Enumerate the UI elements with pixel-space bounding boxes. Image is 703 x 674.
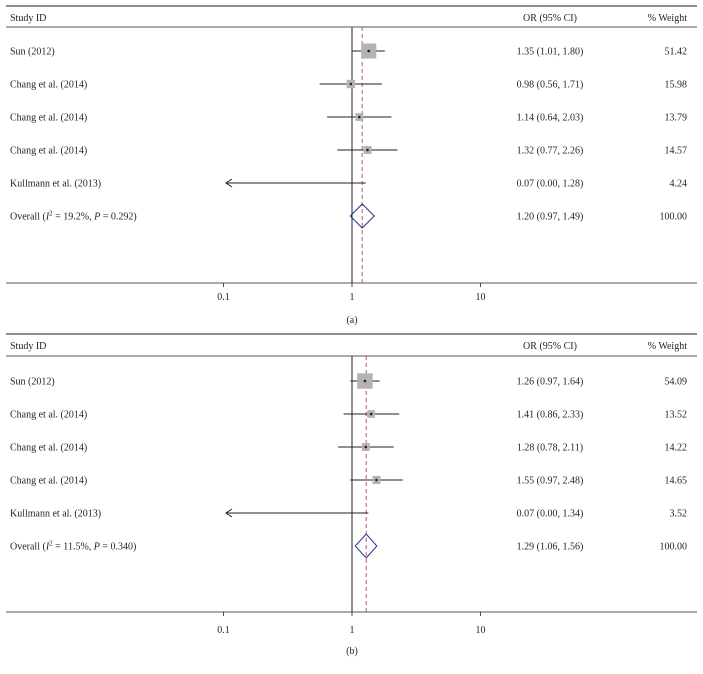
study-label: Sun (2012) bbox=[10, 376, 55, 388]
or-ci-value: 0.98 (0.56, 1.71) bbox=[516, 79, 584, 91]
or-ci-value: 0.07 (0.00, 1.34) bbox=[516, 508, 584, 520]
or-ci-value: 1.35 (1.01, 1.80) bbox=[516, 46, 584, 58]
overall-or-ci-value: 1.20 (0.97, 1.49) bbox=[516, 211, 584, 223]
point-estimate bbox=[350, 83, 353, 86]
overall-label-p-symbol: P bbox=[93, 541, 100, 553]
overall-label-p-symbol: P bbox=[94, 211, 101, 223]
weight-value: 3.52 bbox=[669, 508, 687, 520]
or-ci-value: 1.28 (0.78, 2.11) bbox=[516, 442, 584, 454]
point-estimate bbox=[364, 446, 367, 449]
forest-panel-a bbox=[6, 6, 697, 326]
overall-label bbox=[10, 210, 137, 223]
point-estimate bbox=[370, 413, 373, 416]
forest-panel-b bbox=[6, 334, 697, 657]
weight-value: 14.57 bbox=[664, 145, 687, 157]
overall-weight-value: 100.00 bbox=[659, 211, 687, 223]
overall-label-i2-sup: 2 bbox=[49, 209, 53, 218]
or-ci-value: 1.26 (0.97, 1.64) bbox=[516, 376, 584, 388]
or-ci-value: 1.55 (0.97, 2.48) bbox=[516, 475, 584, 487]
header-weight: % Weight bbox=[647, 341, 687, 352]
study-label: Chang et al. (2014) bbox=[10, 475, 88, 487]
point-estimate bbox=[366, 149, 369, 152]
header-weight: % Weight bbox=[647, 13, 687, 24]
study-label: Chang et al. (2014) bbox=[10, 409, 88, 421]
weight-value: 15.98 bbox=[664, 79, 687, 91]
weight-value: 13.52 bbox=[664, 409, 687, 421]
weight-value: 54.09 bbox=[664, 376, 687, 388]
header-or-ci: OR (95% CI) bbox=[523, 13, 577, 24]
or-ci-value: 0.07 (0.00, 1.28) bbox=[516, 178, 584, 190]
overall-label-prefix: Overall ( bbox=[10, 211, 46, 223]
x-tick-label: 0.1 bbox=[217, 292, 230, 303]
study-label: Chang et al. (2014) bbox=[10, 145, 88, 157]
overall-label bbox=[10, 540, 136, 553]
point-estimate bbox=[364, 380, 367, 383]
study-label: Kullmann et al. (2013) bbox=[10, 508, 102, 520]
overall-label-i2-symbol: I bbox=[45, 541, 50, 553]
point-estimate bbox=[375, 479, 378, 482]
overall-label-p-value: = 0.292) bbox=[100, 211, 137, 223]
header-or-ci: OR (95% CI) bbox=[523, 341, 577, 352]
x-tick-label: 10 bbox=[475, 625, 486, 636]
header-study-id: Study ID bbox=[10, 341, 47, 352]
overall-label-stat: = 11.5%, bbox=[52, 541, 94, 553]
overall-or-ci-value: 1.29 (1.06, 1.56) bbox=[516, 541, 584, 553]
or-ci-value: 1.14 (0.64, 2.03) bbox=[516, 112, 584, 124]
or-ci-value: 1.41 (0.86, 2.33) bbox=[516, 409, 584, 421]
point-estimate bbox=[358, 116, 361, 119]
overall-weight-value: 100.00 bbox=[659, 541, 687, 553]
weight-value: 14.22 bbox=[664, 442, 687, 454]
x-tick-label: 1 bbox=[349, 625, 355, 636]
study-label: Chang et al. (2014) bbox=[10, 112, 88, 124]
weight-value: 51.42 bbox=[664, 46, 687, 58]
overall-label-prefix: Overall ( bbox=[10, 541, 46, 553]
x-tick-label: 0.1 bbox=[217, 625, 230, 636]
study-label: Kullmann et al. (2013) bbox=[10, 178, 102, 190]
overall-label-i2-symbol: I bbox=[45, 211, 50, 223]
x-tick-label: 1 bbox=[349, 292, 355, 303]
study-label: Chang et al. (2014) bbox=[10, 79, 88, 91]
weight-value: 4.24 bbox=[669, 178, 687, 190]
overall-label-stat: = 19.2%, bbox=[52, 211, 95, 223]
study-label: Chang et al. (2014) bbox=[10, 442, 88, 454]
study-label: Sun (2012) bbox=[10, 46, 55, 58]
weight-value: 13.79 bbox=[664, 112, 687, 124]
x-tick-label: 10 bbox=[475, 292, 486, 303]
header-study-id: Study ID bbox=[10, 13, 47, 24]
panel-caption: (a) bbox=[346, 315, 358, 326]
overall-label-p-value: = 0.340) bbox=[99, 541, 137, 553]
point-estimate bbox=[367, 50, 370, 53]
or-ci-value: 1.32 (0.77, 2.26) bbox=[516, 145, 584, 157]
overall-label-i2-sup: 2 bbox=[49, 539, 53, 548]
weight-value: 14.65 bbox=[664, 475, 687, 487]
panel-caption: (b) bbox=[346, 646, 358, 657]
